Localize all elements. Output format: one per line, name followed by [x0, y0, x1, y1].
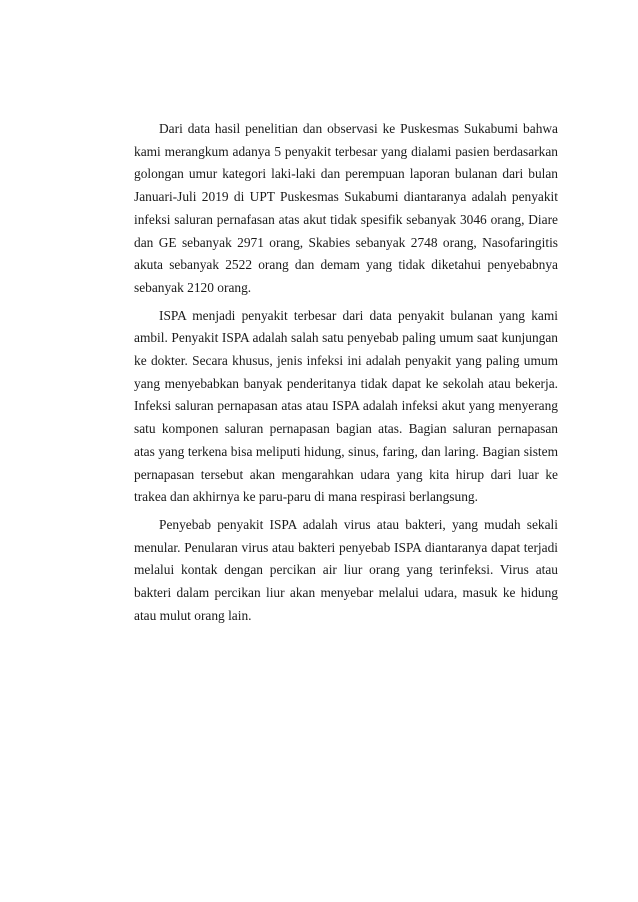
paragraph-ispa-description: ISPA menjadi penyakit terbesar dari data penyakit bulanan yang kami ambil. Penyakit ISPA adalah salah satu penyebab paling umum saat kunjungan ke dokter. Secara khusus, jenis infeksi ini adalah penyakit yang paling umum yang menyebabkan banyak penderitanya tidak dapat ke sekolah atau bekerja. Infeksi saluran pernapasan atas atau ISPA adalah infeksi akut yang menyerang satu komponen saluran pernapasan bagian atas. Bagian saluran pernapasan atas yang terkena bisa meliputi hidung, sinus, faring, dan laring. Bagian sistem pernapasan tersebut akan mengarahkan udara yang kita hirup dari luar ke trakea dan akhirnya ke paru-paru di mana respirasi berlangsung. — [134, 307, 558, 505]
paragraph-disease-summary: Dari data hasil penelitian dan observasi ke Puskesmas Sukabumi bahwa kami merangkum adanya 5 penyakit terbesar yang dialami pasien berdasarkan golongan umur kategori laki-laki dan perempuan laporan bulanan dari bulan Januari-Juli 2019 di UPT Puskesmas Sukabumi diantaranya adalah penyakit infeksi saluran pernafasan atas akut tidak spesifik sebanyak 3046 orang, Diare dan GE sebanyak 2971 orang, Skabies sebanyak 2748 orang, Nasofaringitis akuta sebanyak 2522 orang dan demam yang tidak diketahui penyebabnya sebanyak 2120 orang. — [134, 121, 558, 295]
document-body — [134, 118, 558, 632]
paragraph-ispa-cause: Penyebab penyakit ISPA adalah virus atau bakteri, yang mudah sekali menular. Penularan virus atau bakteri penyebab ISPA diantaranya dapat terjadi melalui kontak dengan percikan air liur orang yang terinfeksi. Virus atau bakteri dalam percikan liur akan menyebar melalui udara, masuk ke hidung atau mulut orang lain. — [134, 516, 558, 623]
